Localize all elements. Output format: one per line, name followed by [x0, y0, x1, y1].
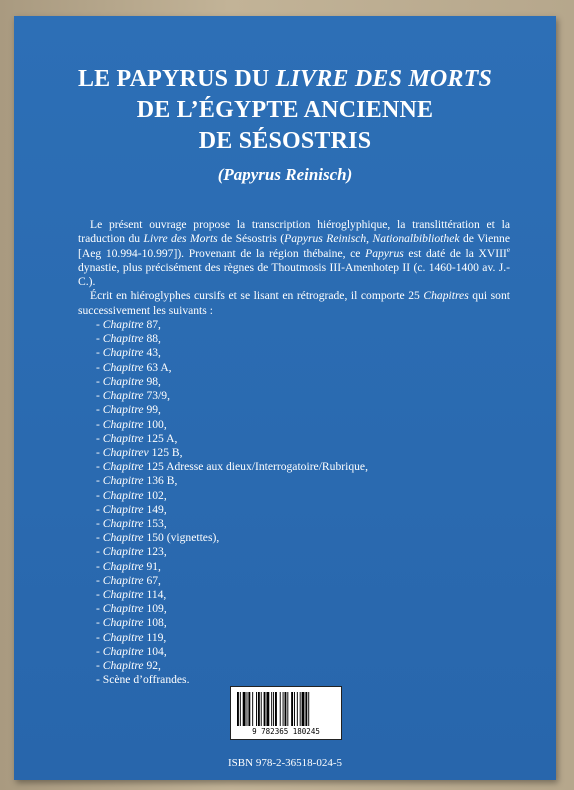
barcode-bar [291, 692, 293, 726]
title-line-1-prefix: LE PAPYRUS DU [77, 66, 276, 92]
text-run-italic: Chapitres [423, 289, 469, 303]
barcode-bar [252, 692, 253, 726]
barcode-bar [258, 692, 260, 726]
chapter-bullet: - [96, 673, 103, 687]
title-line-1-italic: LIVRE DES MORTS [275, 66, 493, 92]
chapter-number: 125 B, [148, 445, 183, 459]
chapter-number: 88, [143, 332, 161, 346]
chapter-item [96, 517, 510, 531]
intro-paragraph-2 [78, 289, 510, 318]
chapter-bullet: - [96, 332, 103, 346]
chapter-bullet: - [96, 559, 103, 573]
chapter-number: 43, [143, 346, 161, 360]
chapter-number: 100, [143, 417, 167, 431]
barcode-bar [247, 692, 248, 726]
chapter-bullet: - [96, 318, 103, 332]
chapter-number: 123, [143, 545, 167, 559]
chapter-number: Scène d’offrandes. [102, 673, 190, 687]
chapter-number: 67, [143, 573, 161, 587]
chapter-word: Chapitrev [102, 445, 149, 459]
barcode [230, 686, 342, 740]
chapter-item [96, 616, 510, 630]
chapter-item [96, 403, 510, 417]
chapter-word: Chapitre [102, 602, 144, 616]
barcode-bar [300, 692, 301, 726]
chapter-word: Chapitre [102, 389, 144, 403]
chapter-bullet: - [96, 403, 103, 417]
chapter-number: 150 (vignettes), [143, 531, 220, 545]
barcode-bars [237, 692, 335, 726]
barcode-bar [305, 692, 307, 726]
chapter-word: Chapitre [102, 403, 144, 417]
chapter-bullet: - [96, 573, 103, 587]
chapter-number: 149, [143, 502, 167, 516]
chapter-item [96, 489, 510, 503]
text-run: de Sésostris ( [217, 232, 285, 246]
chapter-word: Chapitre [102, 318, 144, 332]
chapter-number: 109, [143, 602, 167, 616]
chapter-item [96, 545, 510, 559]
chapter-word: Chapitre [102, 630, 144, 644]
chapter-bullet: - [96, 431, 103, 445]
chapter-number: 125 Adresse aux dieux/Interrogatoire/Rubrique, [143, 460, 368, 474]
chapter-number: 73/9, [143, 389, 170, 403]
barcode-bar [302, 692, 305, 726]
chapter-bullet: - [96, 658, 103, 672]
chapter-list [78, 318, 510, 687]
chapter-number: 125 A, [143, 431, 178, 445]
title-line-3: DE SÉSOSTRIS [198, 128, 372, 154]
chapter-item [96, 361, 510, 375]
chapter-number: 92, [143, 658, 161, 672]
chapter-item [96, 432, 510, 446]
barcode-bar [287, 692, 288, 726]
chapter-word: Chapitre [102, 346, 144, 360]
chapter-item [96, 588, 510, 602]
chapter-item [96, 418, 510, 432]
chapter-item [96, 631, 510, 645]
barcode-bar [297, 692, 298, 726]
chapter-number: 119, [143, 630, 167, 644]
chapter-word: Chapitre [102, 516, 144, 530]
barcode-bar [280, 692, 281, 726]
barcode-number: 9 782365 180245 [252, 727, 320, 736]
intro-paragraph-1 [78, 218, 510, 289]
chapter-item [96, 346, 510, 360]
chapter-item [96, 389, 510, 403]
barcode-bar [256, 692, 257, 726]
chapter-item [96, 446, 510, 460]
barcode-bar [271, 692, 272, 726]
chapter-bullet: - [96, 374, 103, 388]
chapter-number: 108, [143, 616, 167, 630]
text-run: Écrit en hiéroglyphes cursifs et se lisant en rétrograde, il comporte 25 [90, 289, 424, 303]
barcode-bar [285, 692, 287, 726]
chapter-bullet: - [96, 516, 103, 530]
chapter-bullet: - [96, 488, 103, 502]
chapter-item [96, 531, 510, 545]
chapter-number: 91, [143, 559, 161, 573]
chapter-bullet: - [96, 644, 103, 658]
barcode-bar [294, 692, 295, 726]
chapter-number: 104, [143, 644, 167, 658]
barcode-bar [275, 692, 277, 726]
description-text [78, 218, 510, 687]
chapter-item [96, 645, 510, 659]
barcode-bar [237, 692, 239, 726]
chapter-item [96, 560, 510, 574]
chapter-bullet: - [96, 417, 103, 431]
chapter-word: Chapitre [102, 573, 144, 587]
chapter-bullet: - [96, 502, 103, 516]
chapter-word: Chapitre [102, 658, 144, 672]
chapter-word: Chapitre [102, 502, 144, 516]
chapter-item [96, 474, 510, 488]
chapter-word: Chapitre [102, 417, 144, 431]
chapter-item [96, 318, 510, 332]
chapter-bullet: - [96, 389, 103, 403]
chapter-bullet: - [96, 587, 103, 601]
text-run-italic: Livre des Morts [143, 232, 218, 246]
chapter-number: 87, [143, 318, 161, 332]
barcode-bar [264, 692, 266, 726]
text-run: qui sont successivement les suivants : [78, 289, 510, 317]
chapter-item [96, 375, 510, 389]
chapter-word: Chapitre [102, 545, 144, 559]
chapter-number: 98, [143, 374, 161, 388]
chapter-word: Chapitre [102, 488, 144, 502]
book-back-cover [14, 16, 556, 780]
chapter-item [96, 332, 510, 346]
chapter-item [96, 659, 510, 673]
chapter-word: Chapitre [102, 644, 144, 658]
text-run: Le présent ouvrage propose la transcription hiéroglyphique, la translittération et la traduction du [78, 218, 510, 246]
barcode-bar [273, 692, 274, 726]
isbn-label: ISBN 978-2-36518-024-5 [228, 757, 342, 769]
chapter-bullet: - [96, 460, 103, 474]
chapter-bullet: - [96, 474, 103, 488]
chapter-number: 114, [143, 587, 167, 601]
chapter-word: Chapitre [102, 374, 144, 388]
chapter-number: 99, [143, 403, 161, 417]
barcode-bar [308, 692, 309, 726]
chapter-bullet: - [96, 602, 103, 616]
chapter-bullet: - [96, 545, 103, 559]
book-subtitle: (Papyrus Reinisch) [217, 165, 353, 184]
chapter-bullet: - [96, 630, 103, 644]
title-line-2: DE L’ÉGYPTE ANCIENNE [136, 97, 434, 123]
chapter-item [96, 460, 510, 474]
barcode-bar [243, 692, 246, 726]
text-run: de Vienne [Aeg 10.994-10.997]). Provenant de la région thébaine, ce [78, 232, 510, 260]
chapter-word: Chapitre [102, 431, 144, 445]
chapter-bullet: - [96, 445, 103, 459]
title-line-1 [14, 64, 556, 95]
text-run: dynastie, plus précisément des règnes de Thoutmosis III-Amenhotep II (c. 1460-1400 av. J.-C.). [78, 260, 510, 289]
chapter-word: Chapitre [102, 587, 144, 601]
chapter-bullet: - [96, 531, 103, 545]
chapter-item [96, 602, 510, 616]
chapter-number: 63 A, [143, 360, 172, 374]
chapter-word: Chapitre [102, 332, 144, 346]
text-run: est daté de la XVIII [403, 246, 507, 260]
barcode-bar [266, 692, 269, 726]
barcode-bar [261, 692, 262, 726]
barcode-bar [248, 692, 250, 726]
barcode-bar [240, 692, 241, 726]
text-run-italic: Papyrus [365, 246, 404, 260]
chapter-word: Chapitre [102, 474, 144, 488]
chapter-bullet: - [96, 346, 103, 360]
chapter-word: Chapitre [102, 616, 144, 630]
chapter-word: Chapitre [102, 559, 144, 573]
chapter-number: 102, [143, 488, 167, 502]
chapter-item [96, 574, 510, 588]
chapter-number: 136 B, [143, 474, 178, 488]
superscript: e [506, 245, 510, 254]
text-run-italic: Papyrus Reinisch, Nationalbibliothek [284, 232, 460, 246]
chapter-bullet: - [96, 360, 103, 374]
chapter-item [96, 503, 510, 517]
chapter-number: 153, [143, 516, 167, 530]
chapter-word: Chapitre [102, 360, 144, 374]
chapter-bullet: - [96, 616, 103, 630]
barcode-bar [283, 692, 284, 726]
book-title [14, 64, 556, 157]
chapter-word: Chapitre [102, 460, 144, 474]
chapter-word: Chapitre [102, 531, 144, 545]
